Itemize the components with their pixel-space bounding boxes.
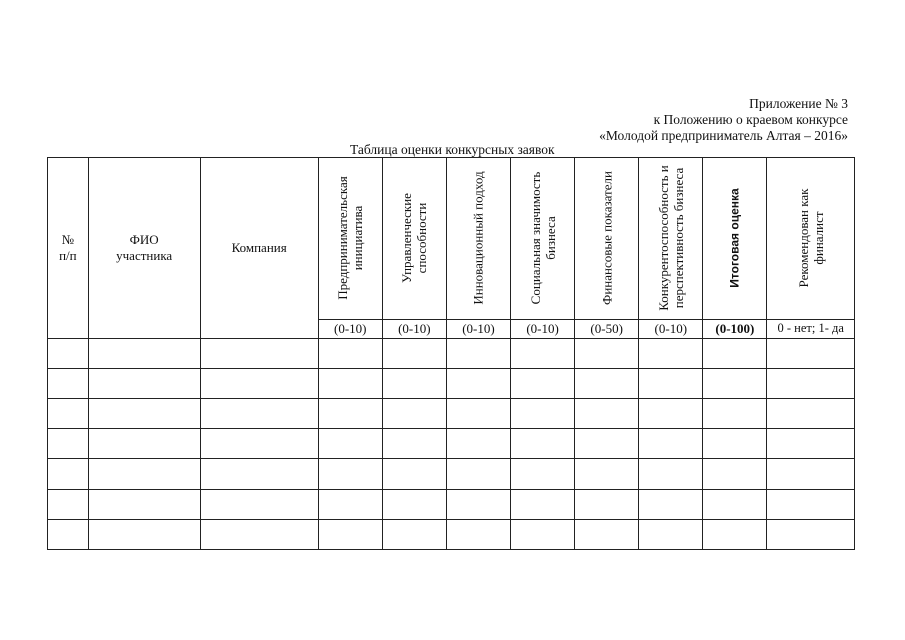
finalist-range: 0 - нет; 1- да — [767, 319, 855, 338]
table-row — [48, 369, 855, 399]
table-cell — [639, 459, 703, 489]
table-cell — [318, 489, 382, 519]
header-row — [48, 158, 855, 320]
table-cell — [639, 519, 703, 549]
table-cell — [382, 399, 446, 429]
table-cell — [88, 459, 200, 489]
criterion-range: (0-10) — [382, 319, 446, 338]
table-cell — [511, 338, 575, 368]
table-cell — [48, 369, 89, 399]
evaluation-table — [47, 157, 855, 550]
table-cell — [511, 489, 575, 519]
table-row — [48, 338, 855, 368]
table-cell — [575, 429, 639, 459]
table-cell — [200, 429, 318, 459]
table-cell — [318, 369, 382, 399]
table-cell — [703, 459, 767, 489]
criterion-label: Инновационный подход — [470, 171, 486, 306]
fio-header-line2: участника — [116, 247, 173, 263]
table-cell — [703, 429, 767, 459]
table-cell — [200, 459, 318, 489]
table-cell — [639, 338, 703, 368]
table-cell — [511, 519, 575, 549]
table-row — [48, 489, 855, 519]
table-cell — [767, 459, 855, 489]
table-cell — [200, 338, 318, 368]
table-cell — [767, 489, 855, 519]
table-cell — [200, 369, 318, 399]
table-cell — [703, 519, 767, 549]
fio-header-line1: ФИО — [129, 231, 159, 247]
table-cell — [48, 519, 89, 549]
table-cell — [575, 399, 639, 429]
criterion-label: Рекомендован как финалист — [795, 188, 826, 288]
table-cell — [88, 369, 200, 399]
table-cell — [703, 369, 767, 399]
criterion-header-2 — [382, 158, 446, 320]
appendix-number: Приложение № 3 — [749, 96, 848, 111]
table-cell — [767, 369, 855, 399]
table-cell — [382, 519, 446, 549]
table-cell — [48, 429, 89, 459]
criterion-label: Конкурентоспособность и перспективность бизнеса — [655, 165, 686, 312]
table-row — [48, 399, 855, 429]
table-cell — [575, 519, 639, 549]
table-cell — [382, 369, 446, 399]
table-cell — [767, 429, 855, 459]
table-cell — [446, 489, 510, 519]
table-cell — [200, 489, 318, 519]
table-cell — [767, 519, 855, 549]
table-cell — [318, 459, 382, 489]
table-cell — [382, 459, 446, 489]
table-row — [48, 459, 855, 489]
table-cell — [639, 399, 703, 429]
table-row — [48, 519, 855, 549]
table-cell — [48, 489, 89, 519]
criterion-label: Финансовые показатели — [599, 171, 615, 306]
company-column-header — [200, 158, 318, 339]
criterion-range: (0-10) — [446, 319, 510, 338]
fio-column-header — [88, 158, 200, 339]
table-cell — [575, 338, 639, 368]
table-cell — [703, 399, 767, 429]
criterion-header-3 — [446, 158, 510, 320]
num-column-header — [48, 158, 89, 339]
table-cell — [703, 338, 767, 368]
table-cell — [446, 429, 510, 459]
appendix-reference: к Положению о краевом конкурсе — [653, 112, 848, 127]
criterion-range: (0-10) — [318, 319, 382, 338]
table-cell — [446, 338, 510, 368]
criterion-range: (0-10) — [639, 319, 703, 338]
criterion-label: Предпринимательская инициатива — [335, 176, 366, 301]
table-cell — [382, 338, 446, 368]
table-cell — [767, 338, 855, 368]
company-header-label: Компания — [231, 239, 287, 255]
criterion-range: (0-50) — [575, 319, 639, 338]
table-cell — [48, 399, 89, 429]
table-cell — [575, 459, 639, 489]
table-cell — [200, 519, 318, 549]
table-cell — [511, 459, 575, 489]
criterion-label: Социальная значимость бизнеса — [527, 172, 558, 305]
table-cell — [511, 429, 575, 459]
table-cell — [318, 399, 382, 429]
table-cell — [88, 519, 200, 549]
num-header-line1: № — [61, 231, 75, 247]
criterion-header-1 — [318, 158, 382, 320]
finalist-header — [767, 158, 855, 320]
data-rows — [48, 338, 855, 549]
num-header-line2: п/п — [59, 247, 77, 263]
criterion-header-4 — [511, 158, 575, 320]
contest-name: «Молодой предприниматель Алтая – 2016» — [599, 128, 848, 143]
table-cell — [575, 489, 639, 519]
table-cell — [639, 489, 703, 519]
table-cell — [767, 399, 855, 429]
table-cell — [48, 338, 89, 368]
table-cell — [382, 429, 446, 459]
table-cell — [382, 489, 446, 519]
criterion-range: (0-10) — [511, 319, 575, 338]
table-cell — [318, 429, 382, 459]
table-cell — [703, 489, 767, 519]
total-score-range: (0-100) — [703, 319, 767, 338]
table-title: Таблица оценки конкурсных заявок — [350, 142, 555, 157]
table-cell — [446, 399, 510, 429]
table-cell — [88, 338, 200, 368]
table-cell — [88, 489, 200, 519]
criterion-header-6 — [639, 158, 703, 320]
table-cell — [575, 369, 639, 399]
total-score-header — [703, 158, 767, 320]
table-cell — [318, 338, 382, 368]
table-cell — [639, 429, 703, 459]
criterion-label: Итоговая оценка — [727, 188, 742, 289]
criterion-label: Управленческие способности — [399, 193, 430, 284]
table-cell — [446, 459, 510, 489]
table-cell — [511, 369, 575, 399]
table-cell — [200, 399, 318, 429]
table-cell — [446, 519, 510, 549]
appendix-header — [599, 96, 848, 144]
table-cell — [88, 399, 200, 429]
table-cell — [446, 369, 510, 399]
table-cell — [48, 459, 89, 489]
table-cell — [511, 399, 575, 429]
table-cell — [639, 369, 703, 399]
table-cell — [318, 519, 382, 549]
table-row — [48, 429, 855, 459]
table-cell — [88, 429, 200, 459]
criterion-header-5 — [575, 158, 639, 320]
